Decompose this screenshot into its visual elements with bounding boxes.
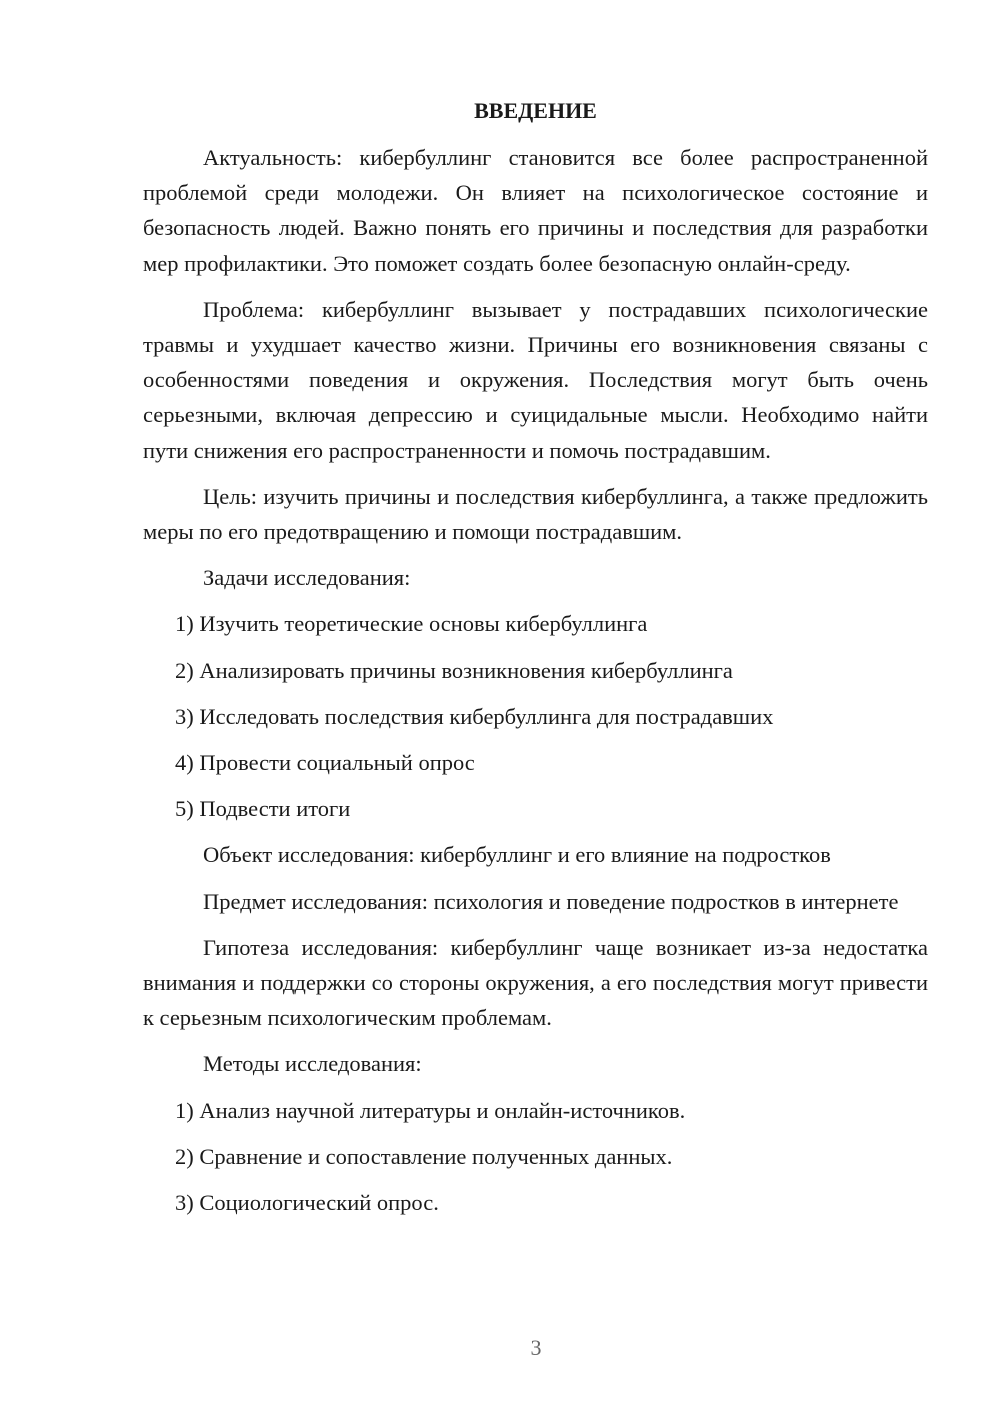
object-paragraph: Объект исследования: кибербуллинг и его влияние на подростков <box>203 842 831 868</box>
task-item: 4) Провести социальный опрос <box>175 750 475 776</box>
goal-paragraph: Цель: изучить причины и последствия кибербуллинга, а также предложить меры по его предотвращению и помощи пострадавшим. <box>143 483 928 545</box>
page-title: ВВЕДЕНИЕ <box>474 98 597 123</box>
subject-paragraph: Предмет исследования: психология и поведение подростков в интернете <box>203 888 899 914</box>
problem-paragraph: Проблема: кибербуллинг вызывает у пострадавших психологические травмы и ухудшает качество жизни. Причины его возникновения связаны с особенностями поведения и окружения. Последствия могут быть очень серьезными, включая депрессию и суицидальные мысли. Необходимо найти пути снижения его распространенности и помочь пострадавшим. <box>143 296 928 463</box>
methods-heading: Методы исследования: <box>203 1051 422 1077</box>
task-item: 1) Изучить теоретические основы кибербуллинга <box>175 611 648 637</box>
relevance-paragraph: Актуальность: кибербуллинг становится все более распространенной проблемой среди молодежи. Он влияет на психологическое состояние и безопасность людей. Важно понять его причины и последствия для разработки мер профилактики. Это поможет создать более безопасную онлайн-среду. <box>143 145 928 276</box>
page-number: 3 <box>530 1335 542 1360</box>
method-item: 2) Сравнение и сопоставление полученных данных. <box>175 1143 673 1169</box>
task-item: 2) Анализировать причины возникновения кибербуллинга <box>175 657 733 683</box>
task-item: 5) Подвести итоги <box>175 796 351 822</box>
hypothesis-paragraph: Гипотеза исследования: кибербуллинг чаще возникает из-за недостатка внимания и поддержки со стороны окружения, а его последствия могут привести к серьезным психологическим проблемам. <box>143 934 928 1031</box>
method-item: 3) Социологический опрос. <box>175 1190 439 1216</box>
document-body <box>143 94 928 1231</box>
tasks-heading: Задачи исследования: <box>203 565 411 591</box>
task-item: 3) Исследовать последствия кибербуллинга для пострадавших <box>175 703 774 729</box>
method-item: 1) Анализ научной литературы и онлайн-источников. <box>175 1097 686 1123</box>
